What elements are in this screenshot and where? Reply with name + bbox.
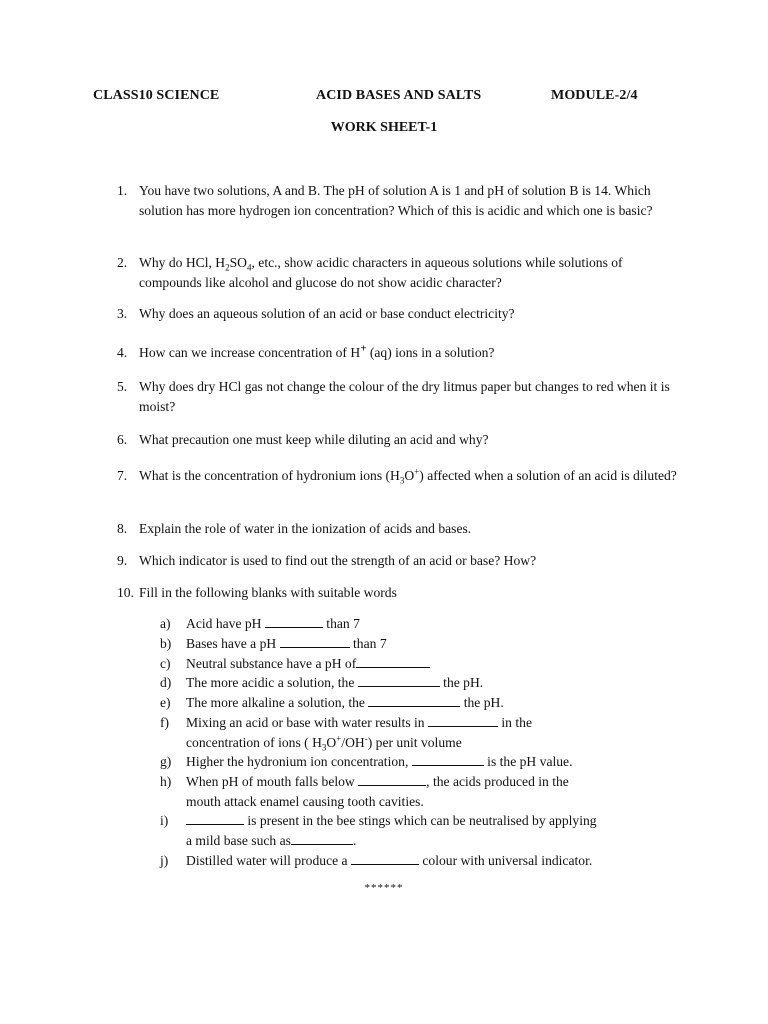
item-letter: b) <box>160 636 172 651</box>
fill-blank-b <box>160 634 680 654</box>
question-number: 10. <box>117 585 134 600</box>
end-marks: ****** <box>364 882 404 894</box>
class-label: CLASS10 SCIENCE <box>93 88 220 103</box>
question-text: Why do HCl, $H_2SO_4$, etc., show acidic characters in aqueous solutions while solutions of compounds like alcohol and glucose do not show acidic character? <box>139 255 623 290</box>
question-text: Which indicator is used to find out the strength of an acid or base? How? <box>139 553 537 568</box>
answer-blank <box>280 635 350 648</box>
fill-blank-h <box>160 772 680 811</box>
question-6 <box>117 430 677 450</box>
answer-blank <box>368 694 460 707</box>
question-8 <box>117 519 677 539</box>
question-9 <box>117 551 677 571</box>
question-2 <box>117 253 677 293</box>
item-letter: d) <box>160 675 172 690</box>
item-letter: j) <box>160 853 169 868</box>
fill-blank-f <box>160 713 680 752</box>
question-number: 8. <box>117 521 128 536</box>
question-number: 2. <box>117 255 128 270</box>
answer-blank <box>291 832 353 845</box>
fill-blank-c <box>160 654 680 674</box>
question-1 <box>117 181 677 221</box>
item-text: is present in the bee stings which can be neutralised by applying a mild base such as . <box>186 813 597 848</box>
question-number: 3. <box>117 306 128 321</box>
item-text: Higher the hydronium ion concentration, is the pH value. <box>186 754 573 769</box>
question-text: What is the concentration of hydronium ions $(H_3O^+)$ affected when a solution of an acid is diluted? <box>139 466 677 486</box>
fill-blank-g <box>160 752 680 772</box>
fill-blank-i <box>160 811 680 850</box>
item-text: Acid have pH than 7 <box>186 616 360 631</box>
fill-blank-d <box>160 673 680 693</box>
question-number: 6. <box>117 432 128 447</box>
item-letter: h) <box>160 774 172 789</box>
question-text: Why does an aqueous solution of an acid or base conduct electricity? <box>139 306 515 321</box>
fill-blank-j <box>160 851 680 871</box>
item-letter: f) <box>160 715 170 730</box>
answer-blank <box>265 615 323 628</box>
item-letter: g) <box>160 754 172 769</box>
question-text: How can we increase concentration of H+ (aq) ions in a solution? <box>139 342 495 360</box>
question-text: Fill in the following blanks with suitable words <box>139 585 397 600</box>
fill-blank-e <box>160 693 680 713</box>
question-text: Why does dry HCl gas not change the colour of the dry litmus paper but changes to red when it is moist? <box>139 379 670 414</box>
answer-blank <box>351 852 419 865</box>
question-4 <box>117 343 677 363</box>
fill-blank-a <box>160 614 680 634</box>
item-text: Bases have a pH than 7 <box>186 636 387 651</box>
item-text: Mixing an acid or base with water results in in the concentration of ions ( $H_3O^+/OH^-$) per unit volume <box>186 715 532 753</box>
item-letter: i) <box>160 813 169 828</box>
question-number: 9. <box>117 553 128 568</box>
item-text: Distilled water will produce a colour with universal indicator. <box>186 853 593 868</box>
answer-blank <box>358 773 426 786</box>
answer-blank <box>428 714 498 727</box>
answer-blank <box>412 753 484 766</box>
item-text: The more alkaline a solution, the the pH. <box>186 695 504 710</box>
item-letter: a) <box>160 616 171 631</box>
question-text: You have two solutions, A and B. The pH of solution A is 1 and pH of solution B is 14. Which solution has more hydrogen ion concentration? Which of this is acidic and which one is basic? <box>139 183 653 218</box>
item-text: Neutral substance have a pH of <box>186 654 680 674</box>
item-letter: e) <box>160 695 171 710</box>
question-number: 7. <box>117 468 128 483</box>
question-text: What precaution one must keep while diluting an acid and why? <box>139 432 489 447</box>
question-7 <box>117 466 677 486</box>
answer-blank <box>358 674 440 687</box>
question-10 <box>117 583 677 603</box>
question-number: 4. <box>117 345 128 360</box>
question-3 <box>117 304 677 324</box>
module-label: MODULE-2/4 <box>551 88 638 103</box>
answer-blank <box>186 812 244 825</box>
question-text: Explain the role of water in the ionization of acids and bases. <box>139 521 472 536</box>
worksheet-title: WORK SHEET-1 <box>330 120 438 135</box>
chapter-title: ACID BASES AND SALTS <box>316 88 482 103</box>
item-text: When pH of mouth falls below , the acids produced in the mouth attack enamel causing tooth cavities. <box>186 774 569 809</box>
item-letter: c) <box>160 656 171 671</box>
answer-blank <box>356 655 430 668</box>
item-text: The more acidic a solution, the the pH. <box>186 675 484 690</box>
question-number: 5. <box>117 379 128 394</box>
question-5 <box>117 377 677 417</box>
question-number: 1. <box>117 183 128 198</box>
